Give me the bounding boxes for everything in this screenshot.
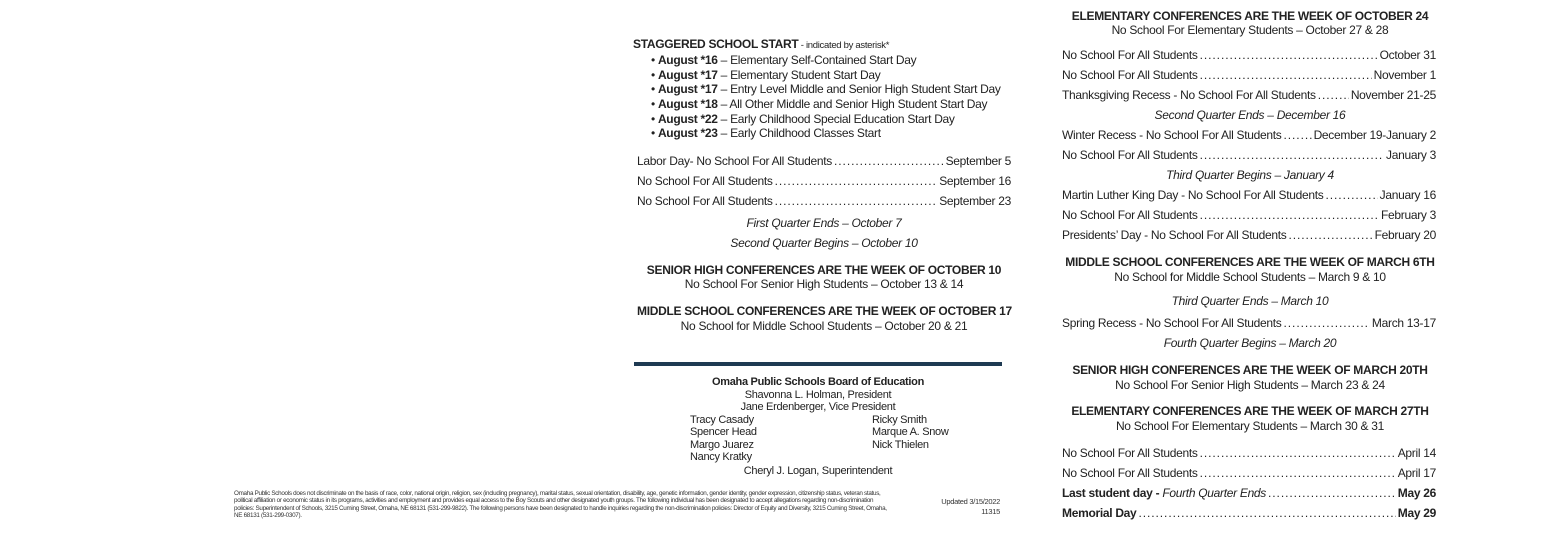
- start-desc: – Early Childhood Special Education Start Day: [717, 111, 955, 126]
- row-label: Spring Recess - No School For All Students: [1062, 316, 1282, 330]
- document-code: 11315: [981, 507, 1000, 516]
- row-label: No School For All Students: [1062, 48, 1198, 62]
- row-label: Thanksgiving Recess - No School For All Students: [1062, 88, 1316, 102]
- start-date: August *16: [657, 53, 718, 67]
- row-date: January 16: [1379, 188, 1436, 202]
- board-member: Spencer Head: [690, 426, 757, 438]
- dot-leader: [1200, 446, 1396, 460]
- conference-subheading: No School For Elementary Students – October 27 & 28: [1111, 23, 1389, 37]
- list-item: • August *16 – Elementary Self-Contained Start Day: [651, 53, 917, 67]
- board-of-education: [634, 376, 1002, 477]
- calendar-row: [637, 174, 1011, 190]
- calendar-row: [1062, 446, 1436, 462]
- staggered-start-title: STAGGERED SCHOOL START: [633, 37, 799, 51]
- board-member: Tracy Casady: [690, 413, 754, 426]
- row-date: September 5: [945, 154, 1011, 168]
- board-member: Marque A. Snow: [872, 426, 949, 438]
- row-label: No School For All Students: [637, 174, 773, 188]
- dot-leader: [1284, 128, 1312, 142]
- dot-leader: [1200, 466, 1396, 480]
- conference-subheading: No School For Senior High Students – March 23 & 24: [1115, 378, 1385, 392]
- row-label: Presidents’ Day - No School For All Students: [1062, 228, 1287, 242]
- calendar-row-spring-recess: [1062, 316, 1436, 332]
- board-members: [634, 414, 1002, 464]
- row-date: March 13-17: [1371, 316, 1436, 330]
- dot-leader: [775, 194, 938, 208]
- row-date: November 1: [1373, 68, 1436, 82]
- row-label: No School For All Students: [1062, 446, 1198, 460]
- superintendent: Cheryl J. Logan, Superintendent: [743, 464, 893, 477]
- start-date: August *18: [657, 97, 718, 112]
- last-day-note: Fourth Quarter Ends: [1162, 486, 1267, 500]
- dot-leader: [1138, 506, 1395, 520]
- staggered-start-heading: [633, 37, 1013, 51]
- row-label: No School For All Students: [1062, 208, 1198, 222]
- row-date: September 23: [939, 194, 1011, 208]
- start-desc: – Entry Level Middle and Senior High Student Start Day: [717, 82, 1001, 97]
- quarter-note: Third Quarter Begins – January 4: [1166, 168, 1334, 182]
- row-date: October 31: [1379, 48, 1436, 62]
- updated-date: Updated 3/15/2022: [941, 497, 1000, 506]
- start-date: August *17: [657, 82, 718, 97]
- dot-leader: [834, 154, 944, 168]
- dot-leader: [1326, 188, 1378, 202]
- row-date: September 16: [939, 174, 1011, 188]
- conference-subheading: No School For Senior High Students – October 13 & 14: [684, 277, 964, 291]
- last-day-label: Last student day -: [1062, 486, 1163, 500]
- calendar-row-labor-day: [637, 154, 1011, 170]
- row-label: Labor Day- No School For All Students: [637, 154, 833, 168]
- calendar-row: [1062, 68, 1436, 84]
- board-vice-president: Jane Erdenberger, Vice President: [740, 401, 896, 413]
- calendar-row: [1062, 48, 1436, 64]
- board-member: Ricky Smith: [872, 413, 927, 426]
- staggered-start-section: [633, 37, 1013, 141]
- conference-heading: SENIOR HIGH CONFERENCES ARE THE WEEK OF OCTOBER 10: [646, 263, 1002, 277]
- calendar-row-last-day: [1062, 486, 1436, 502]
- calendar-row-presidents-day: [1062, 228, 1436, 244]
- row-date: December 19-January 2: [1313, 128, 1436, 142]
- row-label: Winter Recess - No School For All Students: [1062, 128, 1282, 142]
- row-label: [1062, 486, 1266, 500]
- calendar-row: [1062, 208, 1436, 224]
- row-label: Martin Luther King Day - No School For All Students: [1062, 188, 1324, 202]
- conference-subheading: No School for Middle School Students – October 20 & 21: [680, 319, 968, 333]
- conference-heading: SENIOR HIGH CONFERENCES ARE THE WEEK OF MARCH 20TH: [1072, 363, 1428, 377]
- row-date: February 20: [1374, 228, 1436, 242]
- staggered-start-note: - indicated by asterisk*: [798, 40, 890, 51]
- dot-leader: [1284, 316, 1370, 330]
- row-date: May 29: [1397, 506, 1436, 520]
- board-member: Margo Juarez: [690, 438, 754, 451]
- start-desc: – Early Childhood Classes Start: [717, 126, 881, 141]
- row-label: No School For All Students: [637, 194, 773, 208]
- calendar-row-winter-recess: [1062, 128, 1436, 144]
- start-date: August *23: [657, 126, 718, 141]
- start-date: August *17: [657, 67, 718, 82]
- dot-leader: [775, 174, 938, 188]
- list-item: • August *22 – Early Childhood Special Education Start Day: [651, 111, 955, 126]
- board-title: Omaha Public Schools Board of Education: [712, 376, 924, 388]
- row-label: No School For All Students: [1062, 466, 1198, 480]
- conference-heading: ELEMENTARY CONFERENCES ARE THE WEEK OF OCTOBER 24: [1071, 9, 1429, 23]
- dot-leader: [1200, 148, 1384, 162]
- row-label: No School For All Students: [1062, 68, 1198, 82]
- board-members-right: [872, 414, 949, 452]
- board-president: Shavonna L. Holman, President: [744, 388, 892, 401]
- list-item: • August *17 – Elementary Student Start Day: [651, 67, 881, 82]
- calendar-row: [637, 194, 1011, 210]
- conference-subheading: No School For Elementary Students – March 30 & 31: [1115, 419, 1385, 433]
- dot-leader: [1200, 68, 1372, 82]
- row-date: November 21-25: [1350, 88, 1436, 102]
- dot-leader: [1268, 486, 1396, 500]
- updated-stamp: [920, 497, 1000, 517]
- dot-leader: [1200, 48, 1378, 62]
- start-date: August *22: [657, 111, 718, 126]
- start-desc: – Elementary Student Start Day: [717, 67, 881, 82]
- conference-heading: MIDDLE SCHOOL CONFERENCES ARE THE WEEK OF OCTOBER 17: [637, 304, 1012, 318]
- start-desc: – All Other Middle and Senior High Student Start Day: [717, 97, 988, 112]
- dot-leader: [1200, 208, 1379, 222]
- quarter-note: Second Quarter Begins – October 10: [730, 236, 918, 250]
- row-date: April 17: [1397, 466, 1436, 480]
- calendar-row-thanksgiving: [1062, 88, 1436, 104]
- quarter-note: Third Quarter Ends – March 10: [1171, 294, 1329, 308]
- list-item: • August *23 – Early Childhood Classes Start: [651, 126, 881, 141]
- conference-heading: ELEMENTARY CONFERENCES ARE THE WEEK OF MARCH 27TH: [1071, 404, 1429, 418]
- calendar-row: [1062, 466, 1436, 482]
- calendar-row: [1062, 148, 1436, 164]
- list-item: • August *18 – All Other Middle and Senior High Student Start Day: [651, 97, 988, 112]
- dot-leader: [1288, 228, 1372, 242]
- calendar-row-mlk-day: [1062, 188, 1436, 204]
- row-date: April 14: [1397, 446, 1436, 460]
- quarter-note: Second Quarter Ends – December 16: [1154, 108, 1346, 122]
- conference-subheading: No School for Middle School Students – March 9 & 10: [1114, 270, 1386, 284]
- quarter-note: Fourth Quarter Begins – March 20: [1163, 336, 1337, 350]
- row-date: January 3: [1386, 148, 1436, 162]
- board-members-left: [690, 414, 757, 464]
- row-date: February 3: [1380, 208, 1436, 222]
- section-divider: [634, 362, 1002, 366]
- dot-leader: [1318, 88, 1349, 102]
- row-label: No School For All Students: [1062, 148, 1198, 162]
- list-item: • August *17 – Entry Level Middle and Senior High Student Start Day: [651, 82, 1001, 97]
- board-member: Nick Thielen: [872, 438, 929, 451]
- start-desc: – Elementary Self-Contained Start Day: [717, 53, 917, 67]
- conference-heading: MIDDLE SCHOOL CONFERENCES ARE THE WEEK OF MARCH 6TH: [1065, 255, 1435, 269]
- staggered-start-list: [651, 53, 1013, 141]
- row-label: Memorial Day: [1062, 506, 1137, 520]
- non-discrimination-disclaimer: Omaha Public Schools does not discriminate on the basis of race, color, national origin, religion, sex (including pregnancy), marital status, sexual orientation, disability, age, genetic information, gender identity, gender expression, citizenship status, veteran status, political affiliation or economic status in its programs, activities and employment and provides equal access to the Boy Scouts and other designated youth groups. The following individual has been designated to accept allegations regarding non-discrimination policies: Superintendent of Schools, 3215 Cuming Street, Omaha, NE 68131 (531-299-9822). The following persons have been designated to handle inquiries regarding the non-discrimination policies: Director of Equity and Diversity, 3215 Cuming Street, Omaha, NE 68131 (531-299-0307).: [234, 490, 887, 520]
- row-date: May 26: [1397, 486, 1436, 500]
- quarter-note: First Quarter Ends – October 7: [746, 216, 902, 230]
- board-member: Nancy Kratky: [690, 451, 752, 463]
- calendar-row-memorial-day: [1062, 506, 1436, 522]
